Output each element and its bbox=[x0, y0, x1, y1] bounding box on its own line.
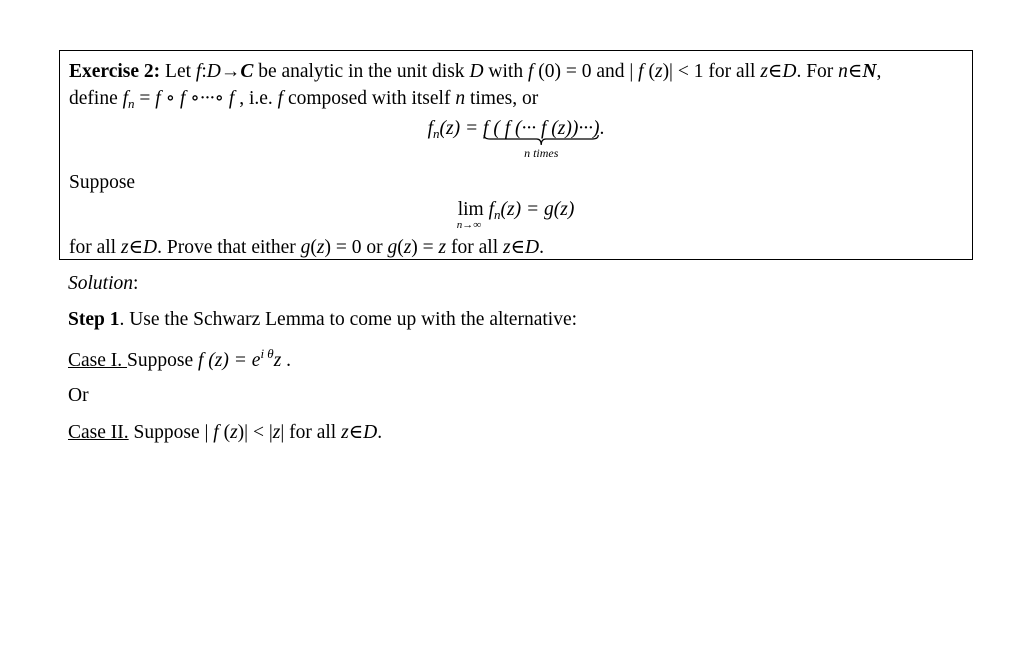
solution-heading: Solution: bbox=[68, 273, 139, 294]
equation-iterate: $f_n(z) = f$ ( f (··· f (z))···) n times . bbox=[427, 118, 605, 160]
underbrace-label: n times bbox=[524, 146, 559, 160]
exercise-box bbox=[59, 50, 973, 260]
equation-limit: lim n→∞ $f_n(z) = g(z)$ bbox=[456, 199, 575, 231]
case-2-label: Case II. bbox=[68, 422, 129, 443]
exercise-heading: Exercise 2: bbox=[69, 61, 161, 82]
underbrace bbox=[483, 134, 599, 146]
suppose-text: Suppose bbox=[69, 172, 136, 193]
composition-formula: f ∘ f ∘···∘ f bbox=[155, 88, 235, 109]
exercise-last-line: for all z∈D. Prove that either g(z) = 0 or g(z) = z for all z∈D. bbox=[69, 237, 544, 258]
exercise-line-1: Exercise 2: Let f:D→C be analytic in the unit disk D with f (0) = 0 and | f (z)| < 1 for all z∈D. For n∈N, bbox=[69, 61, 882, 82]
underbrace-expression: f ( f (··· f (z))···) n times bbox=[483, 118, 600, 160]
step-label: Step 1 bbox=[68, 309, 120, 330]
case-1-label: Case I. bbox=[68, 350, 128, 371]
exercise-line-2: define $f_n = f$ ∘ f ∘···∘ f , i.e. f composed with itself n times, or bbox=[69, 88, 539, 111]
case-1-line: Case I. Suppose f $(z) = e^{i \theta}z$ . bbox=[68, 346, 292, 371]
step-1-line: Step 1. Use the Schwarz Lemma to come up with the alternative: bbox=[68, 309, 578, 330]
lim-operator: lim n→∞ bbox=[456, 199, 484, 231]
case-2-line: Case II. Suppose | f (z)| < |z| for all z∈D. bbox=[68, 422, 383, 443]
or-text: Or bbox=[68, 385, 89, 406]
